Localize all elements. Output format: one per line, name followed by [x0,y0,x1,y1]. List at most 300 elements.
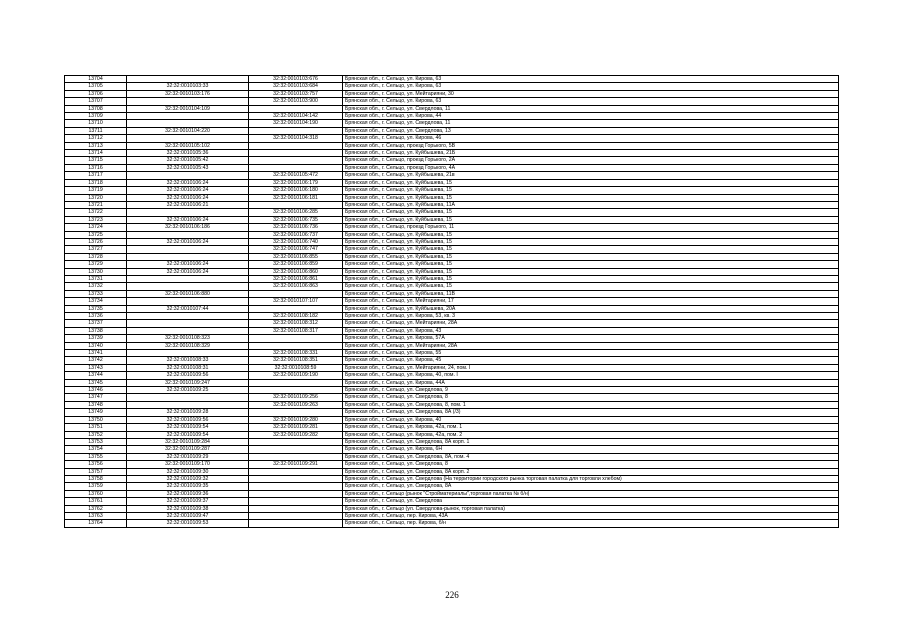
land-plot-cadastral-number-cell: 32:32:0010109:170 [127,461,249,468]
address-cell: Брянская обл., г. Сельцо, ул. Свердлова, 13 [343,127,839,134]
address-cell: Брянская обл., г. Сельцо, ул. Свердлова, 11 [343,105,839,112]
address-cell: Брянская обл., г. Сельцо, ул. Кирова, 42а, пом. 2 [343,431,839,438]
land-plot-cadastral-number-cell: 32:32:0010109:35 [127,483,249,490]
row-number-cell: 13745 [65,379,127,386]
building-cadastral-number-cell [249,475,343,482]
land-plot-cadastral-number-cell [127,275,249,282]
building-cadastral-number-cell: 32:32:0010109:282 [249,431,343,438]
row-number-cell: 13719 [65,187,127,194]
building-cadastral-number-cell: 32:32:0010109:281 [249,424,343,431]
building-cadastral-number-cell [249,387,343,394]
address-cell: Брянская обл., г. Сельцо, ул. Куйбышева, 15 [343,216,839,223]
land-plot-cadastral-number-cell [127,394,249,401]
building-cadastral-number-cell [249,164,343,171]
table-row [65,498,839,505]
building-cadastral-number-cell [249,446,343,453]
row-number-cell: 13729 [65,261,127,268]
table-row [65,490,839,497]
building-cadastral-number-cell: 32:32:0010107:107 [249,298,343,305]
building-cadastral-number-cell: 32:32:0010106:180 [249,187,343,194]
row-number-cell: 13710 [65,120,127,127]
land-plot-cadastral-number-cell: 32:32:0010108:323 [127,335,249,342]
building-cadastral-number-cell: 32:32:0010108:331 [249,350,343,357]
address-cell: Брянская обл., г. Сельцо, ул. Кирова, 53, кв. 3 [343,313,839,320]
building-cadastral-number-cell: 32:32:0010108:59 [249,364,343,371]
building-cadastral-number-cell: 32:32:0010109:280 [249,416,343,423]
address-cell: Брянская обл., г. Сельцо, ул. Свердлова, 8А корп. 1 [343,438,839,445]
building-cadastral-number-cell [249,127,343,134]
address-cell: Брянская обл., г. Сельцо, ул. Кирова, 6Н [343,446,839,453]
row-number-cell: 13734 [65,298,127,305]
land-plot-cadastral-number-cell [127,98,249,105]
address-cell: Брянская обл., г. Сельцо, ул. Куйбышева, 20А [343,305,839,312]
address-cell: Брянская обл., г. Сельцо, ул. Свердлова, 8А [343,483,839,490]
row-number-cell: 13764 [65,520,127,527]
row-number-cell: 13707 [65,98,127,105]
land-plot-cadastral-number-cell: 32:32:0010109:56 [127,372,249,379]
address-cell: Брянская обл., г. Сельцо, ул. Куйбышева, 11А [343,201,839,208]
table-row [65,387,839,394]
row-number-cell: 13736 [65,313,127,320]
building-cadastral-number-cell [249,520,343,527]
land-plot-cadastral-number-cell [127,113,249,120]
table-row [65,216,839,223]
cadastral-register-table [64,75,839,528]
land-plot-cadastral-number-cell: 32:32:0010106:24 [127,179,249,186]
table-row [65,313,839,320]
land-plot-cadastral-number-cell: 32:32:0010109:287 [127,446,249,453]
building-cadastral-number-cell [249,150,343,157]
table-row [65,438,839,445]
table-row [65,512,839,519]
land-plot-cadastral-number-cell [127,253,249,260]
table-row [65,113,839,120]
document-page [64,75,838,528]
building-cadastral-number-cell: 32:32:0010106:859 [249,261,343,268]
land-plot-cadastral-number-cell: 32:32:0010107:44 [127,305,249,312]
address-cell: Брянская обл., г. Сельцо, ул. Свердлова, 11 [343,120,839,127]
table-row [65,187,839,194]
table-row [65,453,839,460]
land-plot-cadastral-number-cell: 32:32:0010109:28 [127,409,249,416]
land-plot-cadastral-number-cell: 32:32:0010109:284 [127,438,249,445]
table-row [65,475,839,482]
table-row [65,327,839,334]
table-row [65,120,839,127]
building-cadastral-number-cell [249,409,343,416]
address-cell: Брянская обл., г. Сельцо, ул. Свердлова [343,498,839,505]
table-row [65,238,839,245]
land-plot-cadastral-number-cell: 32:32:0010109:56 [127,416,249,423]
table-row [65,179,839,186]
building-cadastral-number-cell: 32:32:0010106:285 [249,209,343,216]
row-number-cell: 13742 [65,357,127,364]
address-cell: Брянская обл., г. Сельцо, ул. Свердлова, 9 [343,387,839,394]
table-row [65,172,839,179]
land-plot-cadastral-number-cell: 32:32:0010105:36 [127,150,249,157]
row-number-cell: 13714 [65,150,127,157]
row-number-cell: 13715 [65,157,127,164]
table-row [65,90,839,97]
building-cadastral-number-cell: 32:32:0010108:351 [249,357,343,364]
land-plot-cadastral-number-cell [127,135,249,142]
row-number-cell: 13752 [65,431,127,438]
table-body [65,76,839,528]
building-cadastral-number-cell: 32:32:0010106:737 [249,231,343,238]
land-plot-cadastral-number-cell: 32:32:0010109:54 [127,424,249,431]
table-row [65,446,839,453]
table-row [65,342,839,349]
address-cell: Брянская обл., г. Сельцо, ул. Кирова, 44А [343,379,839,386]
table-row [65,253,839,260]
building-cadastral-number-cell: 32:32:0010109:291 [249,461,343,468]
address-cell: Брянская обл., г. Сельцо, ул. Куйбышева, 15 [343,253,839,260]
address-cell: Брянская обл., г. Сельцо, ул. Свердлова, 8 [343,461,839,468]
table-row [65,164,839,171]
table-row [65,246,839,253]
table-row [65,372,839,379]
address-cell: Брянская обл., г. Сельцо, ул. Куйбышева, 15 [343,275,839,282]
building-cadastral-number-cell [249,498,343,505]
address-cell: Брянская обл., г. Сельцо, ул. Свердлова (На территории городского рынка торговая палатка для торговли хлебом) [343,475,839,482]
building-cadastral-number-cell [249,201,343,208]
land-plot-cadastral-number-cell: 32:32:0010106:880 [127,290,249,297]
address-cell: Брянская обл., г. Сельцо, ул. Куйбышева, 15 [343,246,839,253]
building-cadastral-number-cell: 32:32:0010106:181 [249,194,343,201]
land-plot-cadastral-number-cell [127,209,249,216]
building-cadastral-number-cell: 32:32:0010103:676 [249,76,343,83]
address-cell: Брянская обл., г. Сельцо, ул. Куйбышева, 15 [343,268,839,275]
table-row [65,98,839,105]
address-cell: Брянская обл., г. Сельцо, ул. Куйбышева, 15 [343,179,839,186]
building-cadastral-number-cell [249,438,343,445]
table-row [65,209,839,216]
table-row [65,416,839,423]
page-number: 226 [445,590,459,600]
land-plot-cadastral-number-cell: 32:32:0010109:25 [127,387,249,394]
address-cell: Брянская обл., г. Сельцо, ул. Куйбышева, 11В [343,290,839,297]
table-row [65,409,839,416]
row-number-cell: 13757 [65,468,127,475]
address-cell: Брянская обл., г. Сельцо, ул. Куйбышева, 21в [343,172,839,179]
row-number-cell: 13762 [65,505,127,512]
land-plot-cadastral-number-cell [127,283,249,290]
row-number-cell: 13748 [65,401,127,408]
address-cell: Брянская обл., г. Сельцо (ул. Свердлова-рынок, торговая палатка) [343,505,839,512]
address-cell: Брянская обл., г. Сельцо, ул. Кирова, 40, пом. I [343,372,839,379]
row-number-cell: 13713 [65,142,127,149]
row-number-cell: 13718 [65,179,127,186]
building-cadastral-number-cell [249,335,343,342]
table-row [65,127,839,134]
table-row [65,268,839,275]
row-number-cell: 13712 [65,135,127,142]
land-plot-cadastral-number-cell: 32:32:0010106:186 [127,224,249,231]
land-plot-cadastral-number-cell: 32:32:0010106:24 [127,238,249,245]
building-cadastral-number-cell: 32:32:0010109:263 [249,401,343,408]
land-plot-cadastral-number-cell: 32:32:0010109:53 [127,520,249,527]
row-number-cell: 13740 [65,342,127,349]
address-cell: Брянская обл., г. Сельцо, проезд Горького, 11 [343,224,839,231]
address-cell: Брянская обл., г. Сельцо, ул. Кирова, 63 [343,76,839,83]
address-cell: Брянская обл., г. Сельцо, ул. Кирова, 44 [343,113,839,120]
building-cadastral-number-cell: 32:32:0010106:747 [249,246,343,253]
row-number-cell: 13709 [65,113,127,120]
table-row [65,357,839,364]
row-number-cell: 13727 [65,246,127,253]
row-number-cell: 13722 [65,209,127,216]
building-cadastral-number-cell [249,505,343,512]
building-cadastral-number-cell: 32:32:0010106:855 [249,253,343,260]
land-plot-cadastral-number-cell: 32:32:0010109:37 [127,498,249,505]
building-cadastral-number-cell: 32:32:0010104:190 [249,120,343,127]
land-plot-cadastral-number-cell: 32:32:0010108:329 [127,342,249,349]
row-number-cell: 13749 [65,409,127,416]
land-plot-cadastral-number-cell [127,120,249,127]
row-number-cell: 13711 [65,127,127,134]
building-cadastral-number-cell: 32:32:0010108:182 [249,313,343,320]
table-row [65,394,839,401]
table-row [65,468,839,475]
building-cadastral-number-cell: 32:32:0010106:863 [249,283,343,290]
row-number-cell: 13733 [65,290,127,297]
land-plot-cadastral-number-cell: 32:32:0010108:33 [127,357,249,364]
land-plot-cadastral-number-cell: 32:32:0010106:24 [127,268,249,275]
row-number-cell: 13756 [65,461,127,468]
table-row [65,135,839,142]
land-plot-cadastral-number-cell: 32:32:0010109:36 [127,490,249,497]
table-row [65,505,839,512]
building-cadastral-number-cell [249,157,343,164]
table-row [65,283,839,290]
table-row [65,105,839,112]
land-plot-cadastral-number-cell: 32:32:0010106:24 [127,194,249,201]
table-row [65,350,839,357]
land-plot-cadastral-number-cell [127,172,249,179]
row-number-cell: 13720 [65,194,127,201]
land-plot-cadastral-number-cell [127,246,249,253]
land-plot-cadastral-number-cell: 32:32:0010104:220 [127,127,249,134]
row-number-cell: 13704 [65,76,127,83]
row-number-cell: 13732 [65,283,127,290]
address-cell: Брянская обл., г. Сельцо, пер. Кирова, 43А [343,512,839,519]
land-plot-cadastral-number-cell: 32:32:0010103:33 [127,83,249,90]
land-plot-cadastral-number-cell: 32:32:0010103:176 [127,90,249,97]
building-cadastral-number-cell [249,105,343,112]
table-row [65,305,839,312]
address-cell: Брянская обл., г. Сельцо, ул. Куйбышева, 15 [343,283,839,290]
land-plot-cadastral-number-cell: 32:32:0010109:38 [127,505,249,512]
row-number-cell: 13761 [65,498,127,505]
land-plot-cadastral-number-cell: 32:32:0010104:109 [127,105,249,112]
building-cadastral-number-cell: 32:32:0010106:740 [249,238,343,245]
address-cell: Брянская обл., г. Сельцо, ул. Кирова, 40 [343,416,839,423]
building-cadastral-number-cell: 32:32:0010106:179 [249,179,343,186]
land-plot-cadastral-number-cell: 32:32:0010106:24 [127,216,249,223]
building-cadastral-number-cell [249,483,343,490]
row-number-cell: 13717 [65,172,127,179]
row-number-cell: 13739 [65,335,127,342]
building-cadastral-number-cell: 32:32:0010105:472 [249,172,343,179]
table-row [65,261,839,268]
table-row [65,157,839,164]
row-number-cell: 13758 [65,475,127,482]
address-cell: Брянская обл., г. Сельцо, ул. Кирова, 43 [343,327,839,334]
row-number-cell: 13750 [65,416,127,423]
land-plot-cadastral-number-cell: 32:32:0010106:24 [127,261,249,268]
address-cell: Брянская обл., г. Сельцо, ул. Куйбышева, 15 [343,261,839,268]
row-number-cell: 13723 [65,216,127,223]
building-cadastral-number-cell: 32:32:0010103:900 [249,98,343,105]
row-number-cell: 13726 [65,238,127,245]
building-cadastral-number-cell: 32:32:0010103:757 [249,90,343,97]
address-cell: Брянская обл., г. Сельцо, проезд Горького, 5В [343,142,839,149]
address-cell: Брянская обл., г. Сельцо, ул. Мейтарияни, 17 [343,298,839,305]
row-number-cell: 13746 [65,387,127,394]
row-number-cell: 13708 [65,105,127,112]
address-cell: Брянская обл., г. Сельцо, ул. Куйбышева, 15 [343,238,839,245]
land-plot-cadastral-number-cell: 32:32:0010106:24 [127,187,249,194]
table-row [65,231,839,238]
building-cadastral-number-cell [249,305,343,312]
table-row [65,461,839,468]
table-row [65,298,839,305]
land-plot-cadastral-number-cell [127,231,249,238]
table-row [65,201,839,208]
land-plot-cadastral-number-cell [127,350,249,357]
address-cell: Брянская обл., г. Сельцо, ул. Мейтарияни, 30 [343,90,839,97]
table-row [65,431,839,438]
building-cadastral-number-cell [249,468,343,475]
row-number-cell: 13731 [65,275,127,282]
row-number-cell: 13725 [65,231,127,238]
address-cell: Брянская обл., г. Сельцо, ул. Кирова, 63 [343,83,839,90]
address-cell: Брянская обл., г. Сельцо, ул. Свердлова, 8А, пом. 4 [343,453,839,460]
address-cell: Брянская обл., г. Сельцо, ул. Мейтарияни, 28А [343,342,839,349]
building-cadastral-number-cell: 32:32:0010104:318 [249,135,343,142]
table-row [65,76,839,83]
row-number-cell: 13706 [65,90,127,97]
land-plot-cadastral-number-cell: 32:32:0010109:32 [127,475,249,482]
address-cell: Брянская обл., г. Сельцо, ул. Кирова, 57А [343,335,839,342]
land-plot-cadastral-number-cell: 32:32:0010105:42 [127,157,249,164]
land-plot-cadastral-number-cell: 32:32:0010106:21 [127,201,249,208]
table-row [65,83,839,90]
land-plot-cadastral-number-cell: 32:32:0010108:31 [127,364,249,371]
land-plot-cadastral-number-cell: 32:32:0010109:29 [127,453,249,460]
row-number-cell: 13747 [65,394,127,401]
row-number-cell: 13760 [65,490,127,497]
land-plot-cadastral-number-cell [127,320,249,327]
building-cadastral-number-cell: 32:32:0010104:142 [249,113,343,120]
building-cadastral-number-cell: 32:32:0010106:735 [249,216,343,223]
row-number-cell: 13728 [65,253,127,260]
land-plot-cadastral-number-cell: 32:32:0010105:102 [127,142,249,149]
table-row [65,379,839,386]
land-plot-cadastral-number-cell [127,313,249,320]
building-cadastral-number-cell: 32:32:0010106:861 [249,275,343,282]
land-plot-cadastral-number-cell [127,76,249,83]
address-cell: Брянская обл., г. Сельцо, ул. Кирова, 46 [343,135,839,142]
row-number-cell: 13763 [65,512,127,519]
building-cadastral-number-cell [249,490,343,497]
address-cell: Брянская обл., г. Сельцо, ул. Кирова, 45 [343,357,839,364]
table-row [65,194,839,201]
address-cell: Брянская обл., г. Сельцо, ул. Куйбышева, 21Б [343,150,839,157]
address-cell: Брянская обл., г. Сельцо, ул. Куйбышева, 15 [343,194,839,201]
address-cell: Брянская обл., г. Сельцо, ул. Кирова, 63 [343,98,839,105]
building-cadastral-number-cell [249,142,343,149]
address-cell: Брянская обл., г. Сельцо, ул. Свердлова, 8А корп. 2 [343,468,839,475]
building-cadastral-number-cell: 32:32:0010109:256 [249,394,343,401]
row-number-cell: 13741 [65,350,127,357]
building-cadastral-number-cell: 32:32:0010108:317 [249,327,343,334]
land-plot-cadastral-number-cell [127,401,249,408]
table-row [65,275,839,282]
table-row [65,401,839,408]
row-number-cell: 13730 [65,268,127,275]
address-cell: Брянская обл., г. Сельцо, пер. Кирова, б/н [343,520,839,527]
table-row [65,335,839,342]
land-plot-cadastral-number-cell [127,298,249,305]
table-row [65,224,839,231]
building-cadastral-number-cell [249,379,343,386]
address-cell: Брянская обл., г. Сельцо, ул. Свердлова, 8А (/3) [343,409,839,416]
address-cell: Брянская обл., г. Сельцо, ул. Куйбышева, 15 [343,231,839,238]
row-number-cell: 13738 [65,327,127,334]
address-cell: Брянская обл., г. Сельцо (рынок "Стройматериалы",торговая палатка № б/н) [343,490,839,497]
table-row [65,483,839,490]
table-row [65,150,839,157]
land-plot-cadastral-number-cell: 32:32:0010109:247 [127,379,249,386]
address-cell: Брянская обл., г. Сельцо, ул. Свердлова, 8, пом. 1 [343,401,839,408]
row-number-cell: 13724 [65,224,127,231]
table-row [65,424,839,431]
address-cell: Брянская обл., г. Сельцо, ул. Свердлова, 8 [343,394,839,401]
address-cell: Брянская обл., г. Сельцо, ул. Куйбышева, 15 [343,209,839,216]
building-cadastral-number-cell: 32:32:0010103:684 [249,83,343,90]
row-number-cell: 13751 [65,424,127,431]
building-cadastral-number-cell [249,342,343,349]
building-cadastral-number-cell [249,290,343,297]
land-plot-cadastral-number-cell: 32:32:0010109:30 [127,468,249,475]
row-number-cell: 13755 [65,453,127,460]
building-cadastral-number-cell [249,512,343,519]
land-plot-cadastral-number-cell: 32:32:0010105:43 [127,164,249,171]
building-cadastral-number-cell: 32:32:0010109:190 [249,372,343,379]
row-number-cell: 13721 [65,201,127,208]
table-row [65,142,839,149]
row-number-cell: 13737 [65,320,127,327]
table-row [65,520,839,527]
building-cadastral-number-cell: 32:32:0010106:860 [249,268,343,275]
address-cell: Брянская обл., г. Сельцо, проезд Горького, 2А [343,157,839,164]
row-number-cell: 13754 [65,446,127,453]
address-cell: Брянская обл., г. Сельцо, ул. Куйбышева, 15 [343,187,839,194]
row-number-cell: 13705 [65,83,127,90]
row-number-cell: 13759 [65,483,127,490]
building-cadastral-number-cell: 32:32:0010108:312 [249,320,343,327]
address-cell: Брянская обл., г. Сельцо, ул. Кирова, 42а, пом. 1 [343,424,839,431]
row-number-cell: 13753 [65,438,127,445]
row-number-cell: 13716 [65,164,127,171]
address-cell: Брянская обл., г. Сельцо, ул. Мейтарияни, 24, пом. I [343,364,839,371]
row-number-cell: 13735 [65,305,127,312]
building-cadastral-number-cell [249,453,343,460]
address-cell: Брянская обл., г. Сельцо, ул. Кирова, 55 [343,350,839,357]
land-plot-cadastral-number-cell [127,327,249,334]
table-row [65,290,839,297]
